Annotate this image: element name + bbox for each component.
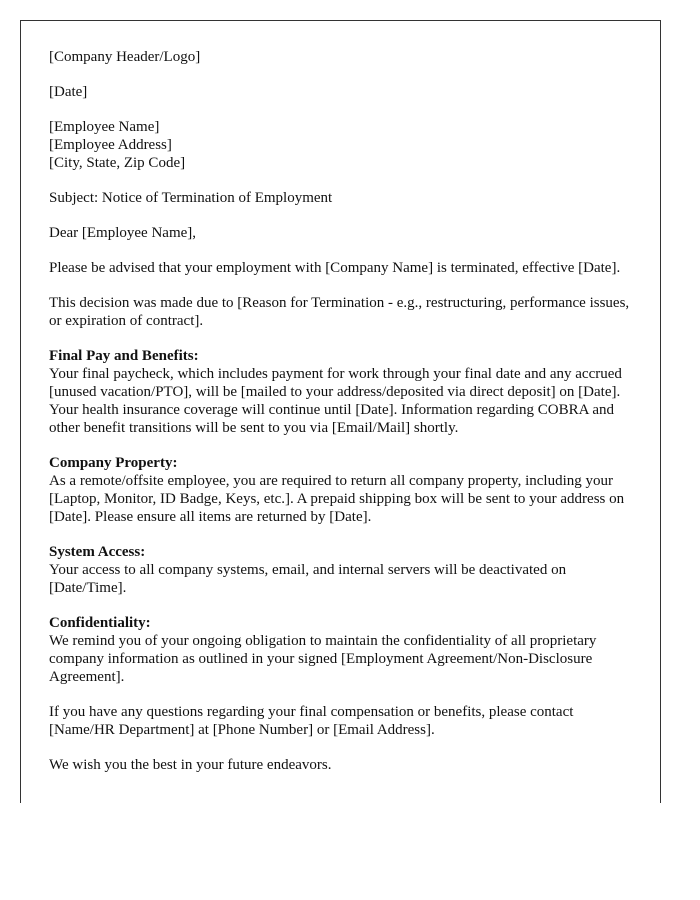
letter-date: [Date] [49,84,88,100]
section-body: Your final paycheck, which includes payment for work through your final date and any accrued [unused vacation/PTO], will be [mailed to your address/deposited via direct deposit] on [Date]. Your health insurance coverage will continue until [Date]. Information regarding COBRA and other benefit transitions will be sent to you via [Email/Mail] shortly. [49,366,622,436]
subject-line: Subject: Notice of Termination of Employment [49,190,333,206]
recipient-block [49,118,632,172]
section-heading: Confidentiality: [49,615,151,631]
section-confidentiality [49,614,632,686]
questions-paragraph: If you have any questions regarding your final compensation or benefits, please contact [Name/HR Department] at [Phone Number] or [Email Address]. [49,704,574,738]
section-heading: Final Pay and Benefits: [49,348,199,364]
section-body: Your access to all company systems, email, and internal servers will be deactivated on [Date/Time]. [49,562,567,596]
company-header: [Company Header/Logo] [49,49,201,65]
salutation: Dear [Employee Name], [49,225,197,241]
section-system-access [49,543,632,597]
section-final-pay [49,347,632,437]
letter-page [20,20,661,803]
intro-paragraph: Please be advised that your employment with [Company Name] is terminated, effective [Date]. [49,260,621,276]
recipient-address: [Employee Address] [49,137,172,153]
section-heading: Company Property: [49,455,178,471]
reason-paragraph: This decision was made due to [Reason for Termination - e.g., restructuring, performance issues, or expiration of contract]. [49,295,630,329]
recipient-city: [City, State, Zip Code] [49,155,186,171]
section-body: We remind you of your ongoing obligation to maintain the confidentiality of all proprietary company information as outlined in your signed [Employment Agreement/Non-Disclosure Agreement]. [49,633,597,685]
closing-paragraph: We wish you the best in your future endeavors. [49,757,332,773]
section-heading: System Access: [49,544,146,560]
recipient-name: [Employee Name] [49,119,160,135]
section-company-property [49,454,632,526]
section-body: As a remote/offsite employee, you are required to return all company property, including your [Laptop, Monitor, ID Badge, Keys, etc.]. A prepaid shipping box will be sent to your address on [Date]. Please ensure all items are returned by [Date]. [49,473,625,525]
